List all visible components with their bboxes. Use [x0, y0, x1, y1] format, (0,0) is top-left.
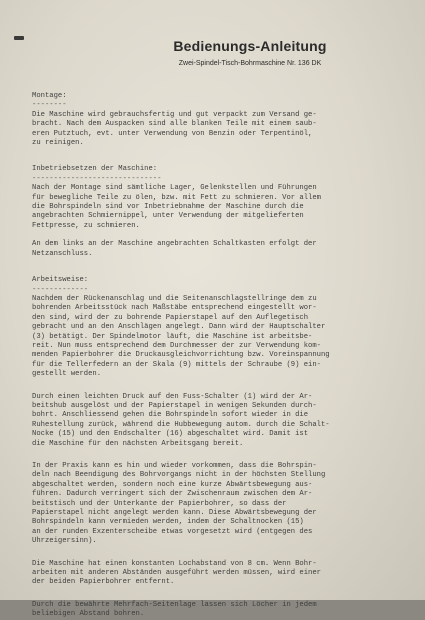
- text-line: Bohrspindeln kann vermieden werden, indem der Schaltnocken (15): [32, 518, 304, 527]
- paragraph: [32, 295, 420, 380]
- text-line: Ruhestellung zurück, während die Hubbewegung autom. durch die Schalt-: [32, 420, 330, 429]
- section-title-arbeitsweise: Arbeitsweise:: [32, 276, 89, 285]
- section-title-montage: Montage:: [32, 92, 67, 100]
- section-underline: -------------: [32, 285, 89, 294]
- text-line: Uhrzeigersinn).: [32, 537, 97, 546]
- text-line: die Bohrspindeln sind vor Inbetriebnahme der Maschine durch die: [32, 203, 304, 212]
- document-body: [32, 92, 420, 620]
- text-line: abgeschaltet werden, sondern noch eine kurze Abwärtsbewegung aus-: [32, 480, 313, 489]
- text-line: In der Praxis kann es hin und wieder vorkommen, dass die Bohrspin-: [32, 462, 317, 470]
- section-underline: ------------------------------: [32, 174, 162, 183]
- paragraph: [32, 240, 420, 259]
- text-line: für bewegliche Teile zu ölen, bzw. mit Fett zu schmieren. Vor allem: [32, 193, 321, 202]
- text-line: arbeiten mit anderen Abständen ausgeführt werden müssen, wird einer: [32, 569, 321, 578]
- text-line: der beiden Papierbohrer entfernt.: [32, 578, 175, 587]
- paragraph: [32, 462, 420, 547]
- text-line: Nach der Montage sind sämtliche Lager, Gelenkstellen und Führungen: [32, 184, 317, 193]
- paragraph: [32, 560, 420, 588]
- paragraph: [32, 111, 420, 149]
- text-line: Nachdem der Rückenanschlag und die Seitenanschlagstellringe dem zu: [32, 294, 317, 303]
- section-underline: --------: [32, 101, 67, 110]
- text-line: bohrt. Anschliessend gehen die Bohrspindeln sofort wieder in die: [32, 411, 309, 420]
- text-line: eren Putztuch, evt. unter Verwendung von Benzin oder Terpentinöl,: [32, 129, 313, 138]
- text-line: gestellt werden.: [32, 370, 102, 379]
- text-line: Durch einen leichten Druck auf den Fuss-Schalter (1) wird der Ar-: [32, 392, 313, 401]
- text-line: menden Papierbohrer die Druckausgleichvorrichtung bzw. Voreinspannung: [32, 351, 330, 360]
- text-line: reit. Nun muss entsprechend dem Durchmesser der zur Verwendung kom-: [32, 341, 321, 350]
- text-line: Durch die bewährte Mehrfach-Seitenlage lassen sich Löcher in jedem: [32, 600, 317, 609]
- paragraph: [32, 393, 420, 449]
- text-line: Die Maschine hat einen konstanten Lochabstand von 8 cm. Wenn Bohr-: [32, 559, 317, 568]
- text-line: an der runden Exzenterscheibe etwas vorgesetzt wird (entgegen des: [32, 527, 313, 536]
- text-line: Die Maschine wird gebrauchsfertig und gut verpackt zum Versand ge-: [32, 110, 317, 119]
- text-line: angebrachten Schmiernippel, unter Verwendung der mitgelieferten: [32, 212, 304, 221]
- text-line: Nocke (15) und den Endschalter (16) abgeschaltet wird. Damit ist: [32, 430, 309, 439]
- text-line: die Maschine für den nächsten Arbeitsgang bereit.: [32, 439, 244, 448]
- section-title-inbetriebsetzen: Inbetriebsetzen der Maschine:: [32, 165, 158, 174]
- text-line: Netzanschluss.: [32, 249, 93, 258]
- text-line: Papierstapel nicht angelegt werden kann. Diese Abwärtsbewegung der: [32, 509, 317, 518]
- document-title: Bedienungs-Anleitung: [173, 38, 327, 54]
- text-line: beitstisch und der Unterkante der Papierbohrer, so dass der: [32, 499, 287, 508]
- punch-hole-mark: [14, 36, 24, 40]
- text-line: Fettpresse, zu schmieren.: [32, 221, 140, 230]
- text-line: führen. Dadurch verringert sich der Zwischenraum zwischen dem Ar-: [32, 490, 313, 499]
- document-subtitle: Zwei-Spindel-Tisch-Bohrmaschine Nr. 136 DK: [178, 60, 322, 67]
- document-header: [100, 38, 400, 67]
- text-line: bracht. Nach dem Auspacken sind alle blanken Teile mit einem saub-: [32, 120, 317, 129]
- text-line: zu reinigen.: [32, 139, 84, 148]
- text-line: den sind, wird der zu bohrende Papierstapel auf den Auflegetisch: [32, 313, 309, 322]
- paragraph: [32, 601, 420, 620]
- paragraph: [32, 184, 420, 231]
- text-line: für die Tellerfedern an der Skala (9) mittels der Schraube (9) ein-: [32, 360, 321, 369]
- text-line: deln nach Beendigung des Bohrvorgangs nicht in der höchsten Stellung: [32, 471, 326, 480]
- text-line: (3) betätigt. Der Spindelmotor läuft, die Maschine ist arbeitsbe-: [32, 332, 313, 341]
- text-line: bohrenden Arbeitsstück nach Maßstäbe entsprechend eingestellt wor-: [32, 304, 317, 313]
- text-line: An dem links an der Maschine angebrachten Schaltkasten erfolgt der: [32, 240, 317, 249]
- text-line: beitshub ausgelöst und der Papierstapel in wenigen Sekunden durch-: [32, 401, 317, 410]
- text-line: gebracht und an den Anschlägen angelegt. Dann wird der Hauptschalter: [32, 323, 326, 332]
- text-line: beliebigen Abstand bohren.: [32, 610, 145, 619]
